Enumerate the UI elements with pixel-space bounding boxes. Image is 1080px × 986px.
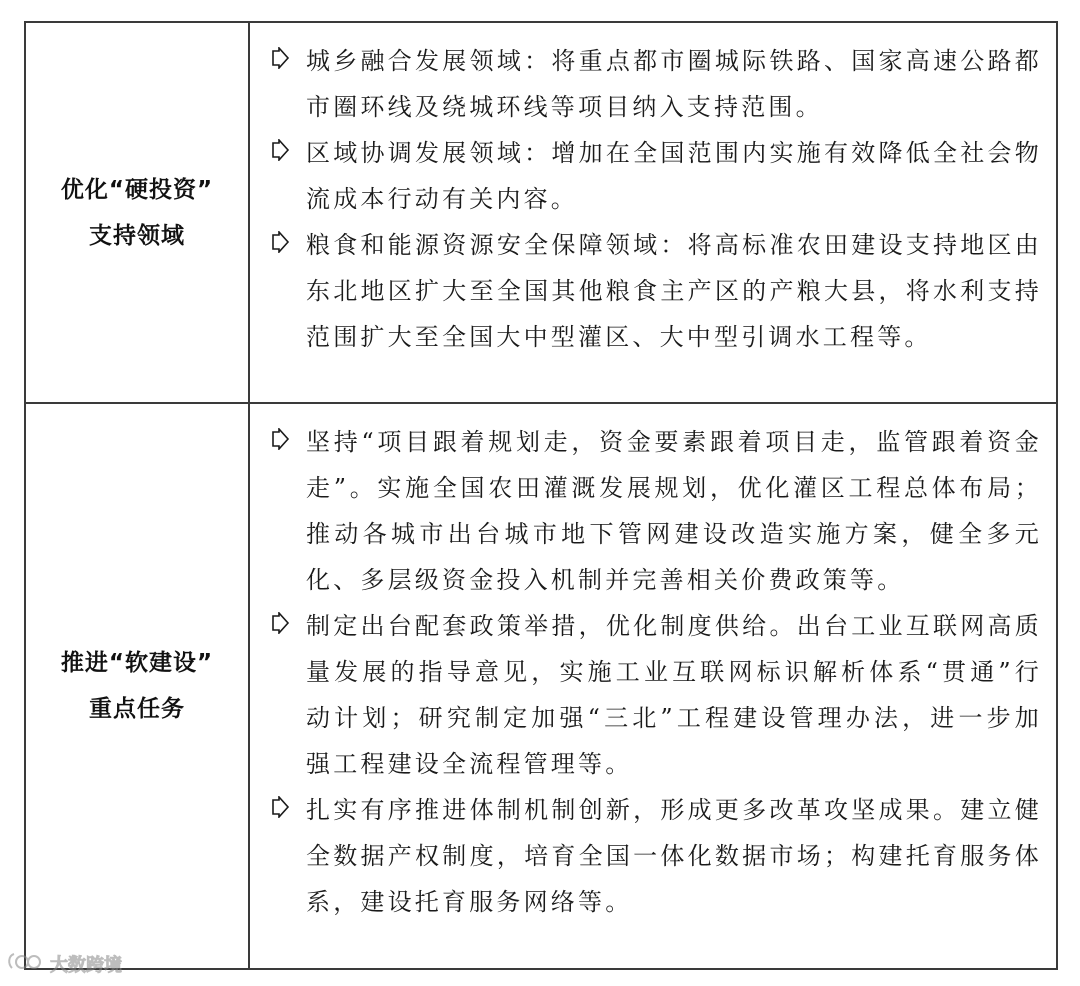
table-row: [25, 403, 1057, 969]
list-item: [270, 419, 1042, 603]
policy-table: [24, 21, 1058, 970]
row-label-line: 支持领域: [89, 222, 185, 249]
row-label-cell: [25, 403, 249, 969]
bullet-text: 城乡融合发展领域：将重点都市圈城际铁路、国家高速公路都市圈环线及绕城环线等项目纳入支持范围。: [306, 47, 1042, 121]
list-item: [270, 38, 1042, 130]
watermark-text: 大数跨境: [50, 955, 122, 976]
table-row: [25, 22, 1057, 403]
list-item: [270, 787, 1042, 925]
watermark: [6, 950, 122, 978]
row-label-line: 优化“硬投资”: [60, 176, 214, 203]
list-item: [270, 130, 1042, 222]
bullet-text: 粮食和能源资源安全保障领域：将高标准农田建设支持地区由东北地区扩大至全国其他粮食主产区的产粮大县，将水利支持范围扩大至全国大中型灌区、大中型引调水工程等。: [306, 231, 1042, 351]
hollow-arrow-right-icon: [270, 419, 306, 450]
hollow-arrow-right-icon: [270, 222, 306, 253]
bullet-text: 区域协调发展领域：增加在全国范围内实施有效降低全社会物流成本行动有关内容。: [306, 139, 1042, 213]
hollow-arrow-right-icon: [270, 38, 306, 69]
list-item: [270, 222, 1042, 360]
row-label-cell: [25, 22, 249, 403]
row-content-cell: [249, 403, 1057, 969]
bullet-text: 制定出台配套政策举措，优化制度供给。出台工业互联网高质量发展的指导意见，实施工业互联网标识解析体系“贯通”行动计划；研究制定加强“三北”工程建设管理办法，进一步加强工程建设全流程管理等。: [306, 612, 1042, 778]
bullet-text: 坚持“项目跟着规划走，资金要素跟着项目走，监管跟着资金走”。实施全国农田灌溉发展规划，优化灌区工程总体布局；推动各城市出台城市地下管网建设改造实施方案，健全多元化、多层级资金投入机制并完善相关价费政策等。: [306, 428, 1042, 594]
hollow-arrow-right-icon: [270, 787, 306, 818]
row-label-line: 重点任务: [89, 696, 185, 722]
row-content-cell: [249, 22, 1057, 403]
hollow-arrow-right-icon: [270, 130, 306, 161]
bullet-text: 扎实有序推进体制机制创新，形成更多改革攻坚成果。建立健全数据产权制度，培育全国一体化数据市场；构建托育服务体系，建设托育服务网络等。: [306, 796, 1042, 916]
watermark-logo-icon: [6, 950, 46, 978]
row-label-line: 推进“软建设”: [60, 650, 214, 676]
hollow-arrow-right-icon: [270, 603, 306, 634]
list-item: [270, 603, 1042, 787]
